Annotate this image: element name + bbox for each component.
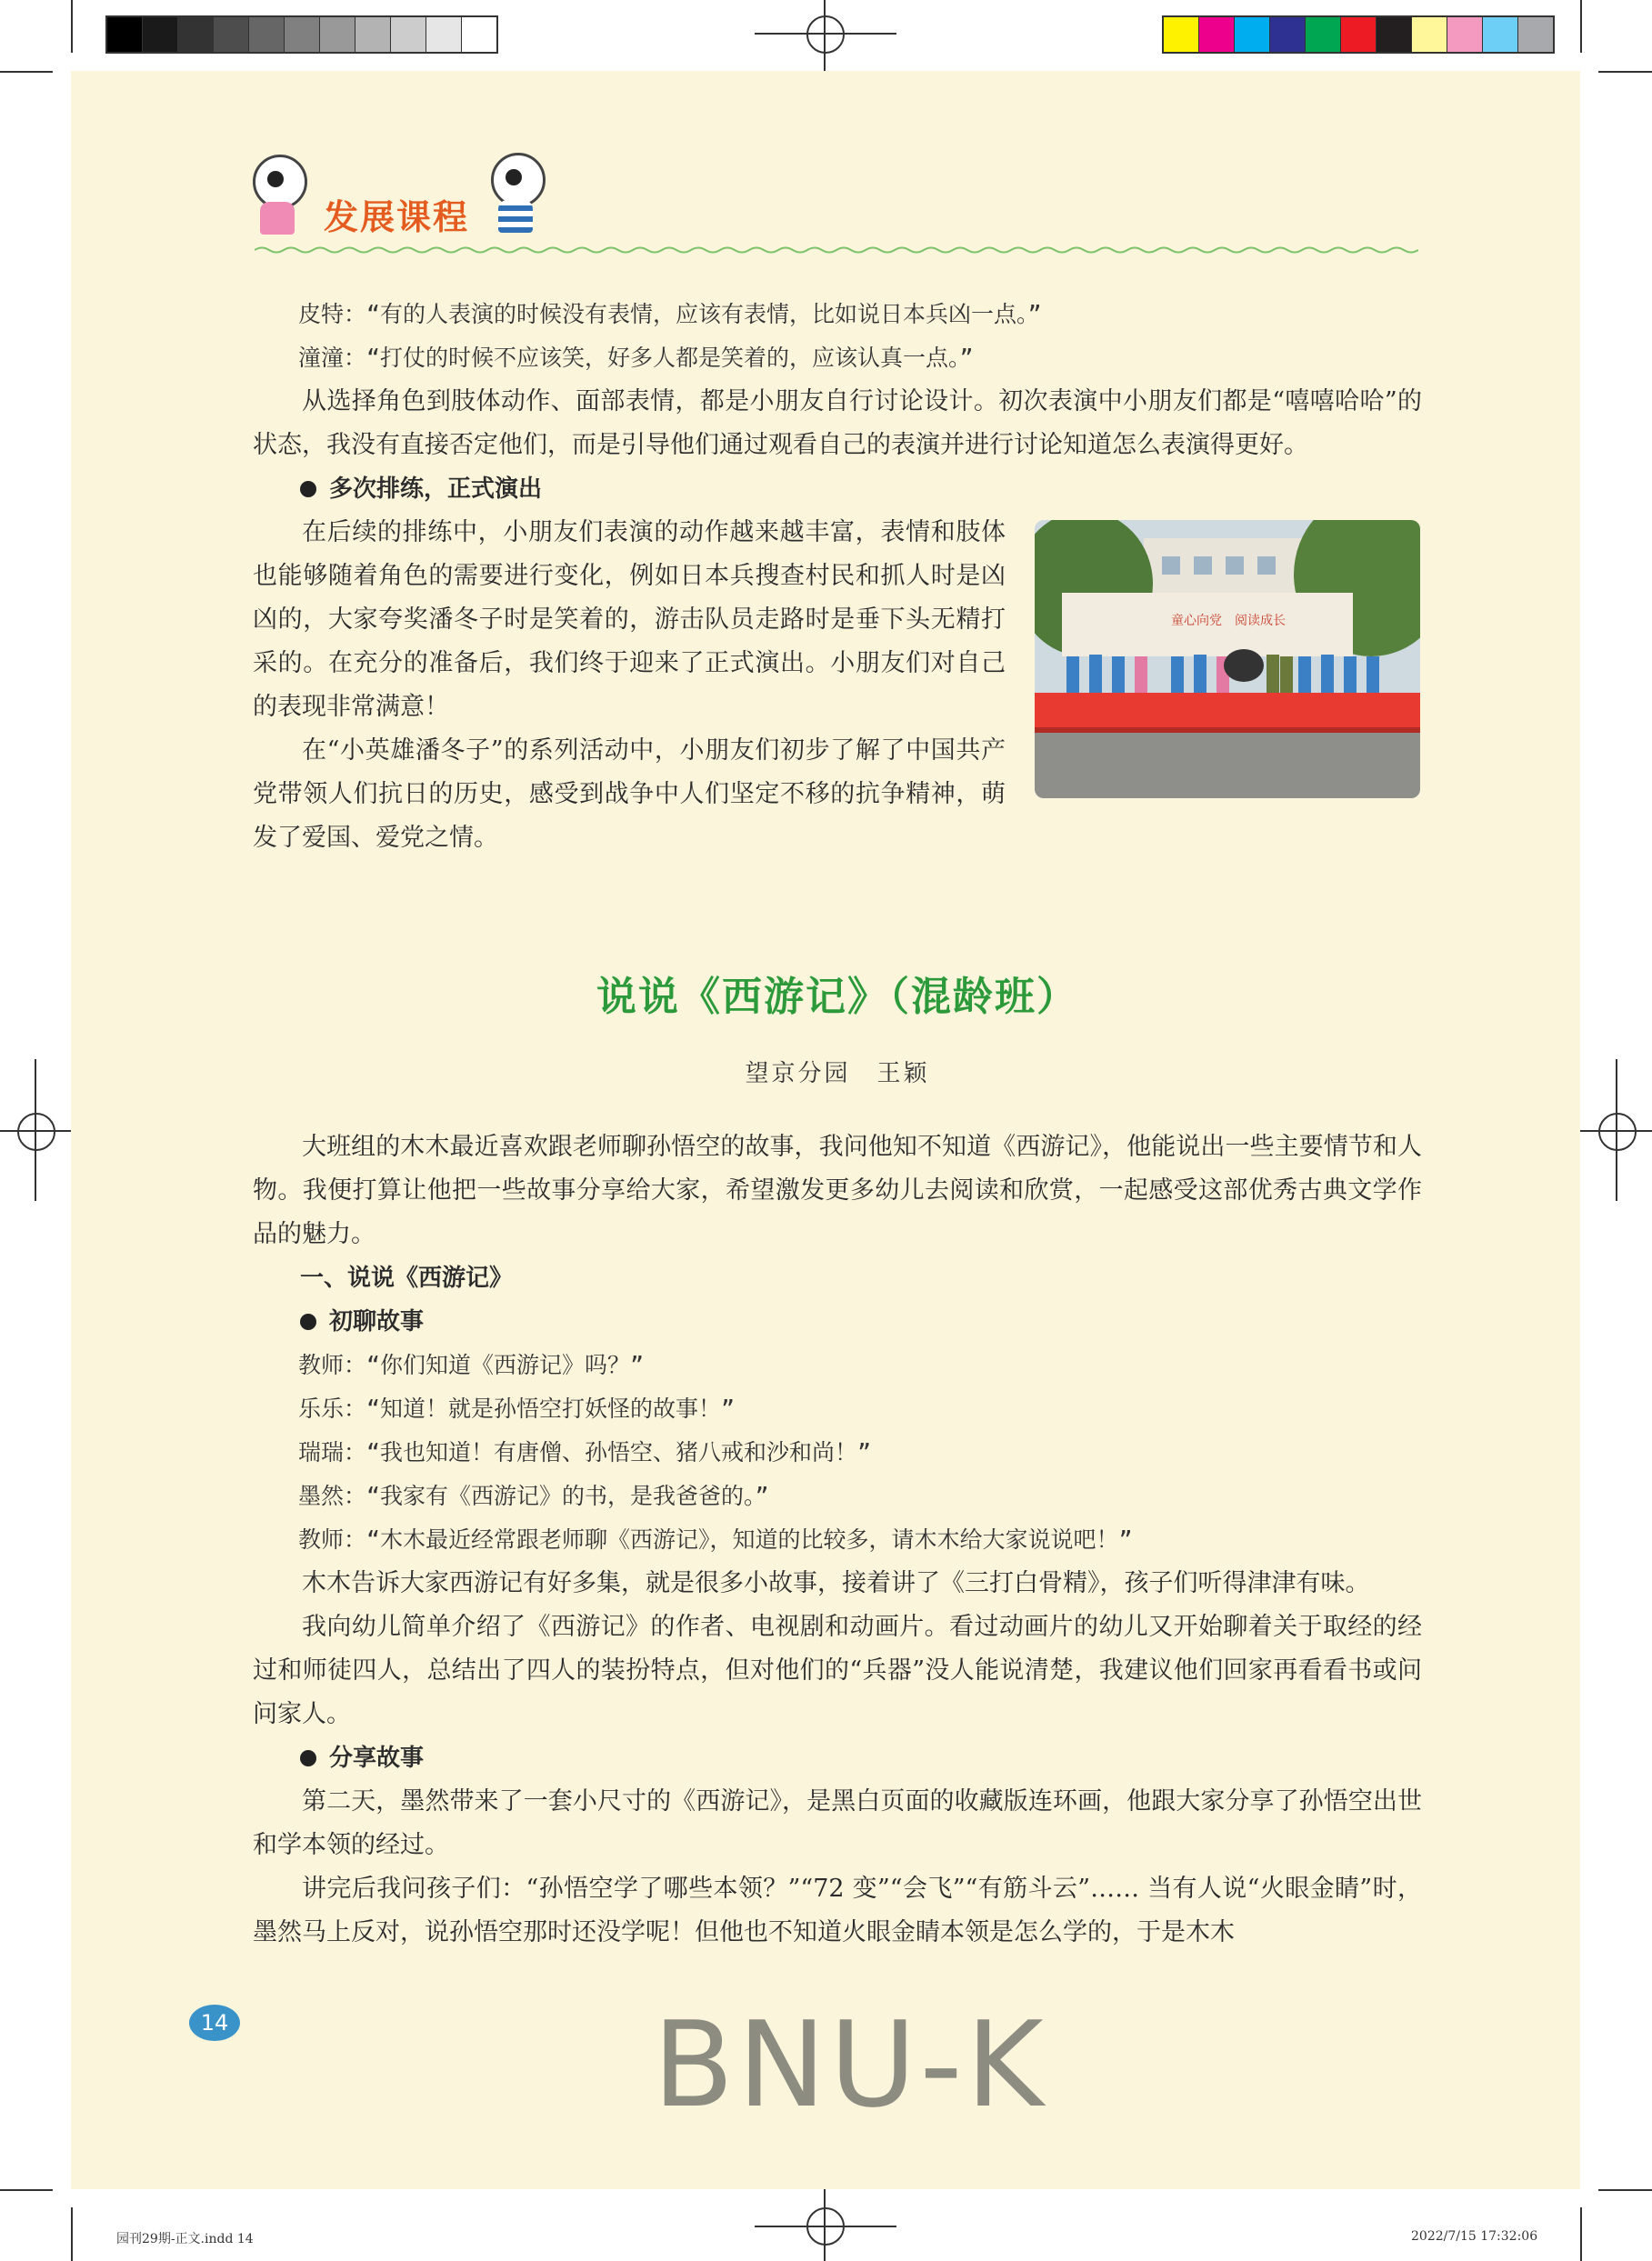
bullet-heading: 初聊故事 <box>253 1300 1422 1344</box>
color-swatch <box>214 17 249 52</box>
crop-mark <box>71 2207 73 2261</box>
crop-mark <box>0 71 53 73</box>
paragraph: 木木告诉大家西游记有好多集，就是很多小故事，接着讲了《三打白骨精》，孩子们听得津津有味。 <box>302 1569 1370 1597</box>
section1-text-wrapped <box>253 511 1006 860</box>
dialogue-line: 潼潼：“打仗的时候不应该笑，好多人都是笑着的，应该认真一点。” <box>298 345 974 371</box>
color-swatch <box>285 17 320 52</box>
article-byline: 望京分园 王颖 <box>745 1060 930 1087</box>
color-swatch <box>143 17 178 52</box>
article-title: 说说《西游记》（混龄班） <box>596 974 1078 1020</box>
registration-mark-bottom <box>806 2207 845 2246</box>
header-title: 发展课程 <box>324 197 470 237</box>
color-swatch <box>355 17 391 52</box>
paragraph: 大班组的木木最近喜欢跟老师聊孙悟空的故事，我问他知不知道《西游记》，他能说出一些主要情节和人物。我便打算让他把一些故事分享给大家，希望激发更多幼儿去阅读和欣赏，一起感受这部优秀古典文学作品的魅力。 <box>253 1133 1422 1248</box>
dialogue-line: 墨然：“我家有《西游记》的书，是我爸爸的。” <box>298 1483 769 1509</box>
crop-mark <box>0 2189 53 2191</box>
print-slug-file: 园刊29期-正文.indd 14 <box>116 2232 254 2246</box>
color-swatch <box>462 17 496 52</box>
section1-text-top <box>253 293 1422 511</box>
color-swatch <box>1270 17 1306 52</box>
crop-mark <box>71 0 73 53</box>
dialogue-line: 瑞瑞：“我也知道！有唐僧、孙悟空、猪八戒和沙和尚！” <box>298 1439 872 1466</box>
registration-mark-right <box>1598 1113 1637 1151</box>
section-heading: 一、说说《西游记》 <box>300 1265 514 1292</box>
registration-mark-top <box>806 15 845 54</box>
dialogue-line: 教师：“木木最近经常跟老师聊《西游记》，知道的比较多，请木木给大家说说吧！” <box>298 1526 1133 1553</box>
bullet-heading: 分享故事 <box>253 1736 1422 1780</box>
mascot-girl-icon <box>245 155 309 236</box>
color-swatch <box>320 17 355 52</box>
color-swatch <box>249 17 285 52</box>
paragraph: 第二天，墨然带来了一套小尺寸的《西游记》，是黑白页面的收藏版连环画，他跟大家分享了孙悟空出世和学本领的经过。 <box>253 1787 1422 1859</box>
color-swatch <box>107 17 143 52</box>
watermark: BNU-K <box>653 1996 1047 2134</box>
performance-photo <box>1035 520 1420 798</box>
mascot-boy-icon <box>484 153 547 235</box>
svg-text:童心向党 阅读成长: 童心向党 阅读成长 <box>1171 614 1286 628</box>
print-slug-date: 2022/7/15 17:32:06 <box>1411 2229 1538 2244</box>
color-swatch <box>391 17 426 52</box>
paragraph: 讲完后我问孩子们：“孙悟空学了哪些本领？”“72 变”“会飞”“有筋斗云”…… 当有人说“火眼金睛”时，墨然马上反对，说孙悟空那时还没学呢！但他也不知道火眼金睛本领是怎么学的，于是木木 <box>253 1875 1422 1946</box>
bullet-dot-icon <box>300 1314 316 1330</box>
color-swatch <box>1235 17 1270 52</box>
paragraph: 在后续的排练中，小朋友们表演的动作越来越丰富，表情和肢体也能够随着角色的需要进行变化，例如日本兵搜查村民和抓人时是凶凶的，大家夸奖潘冬子时是笑着的，游击队员走路时是垂下头无精打采的。在充分的准备后，我们终于迎来了正式演出。小朋友们对自己的表现非常满意！ <box>253 518 1006 721</box>
color-swatch <box>1377 17 1412 52</box>
color-swatch <box>1164 17 1199 52</box>
crop-mark <box>1598 71 1652 73</box>
grayscale-swatches <box>105 15 498 54</box>
crop-mark <box>1580 0 1582 53</box>
wavy-divider <box>255 245 1418 255</box>
performance-photo-image <box>1035 520 1420 798</box>
color-swatch <box>1447 17 1483 52</box>
crop-mark <box>1580 2207 1582 2261</box>
color-swatch <box>1412 17 1447 52</box>
section-header <box>245 155 1418 255</box>
crop-mark <box>1598 2189 1652 2191</box>
color-swatch <box>1306 17 1341 52</box>
color-swatch <box>1483 17 1518 52</box>
registration-mark-left <box>17 1113 55 1151</box>
bullet-dot-icon <box>300 481 316 497</box>
color-swatch <box>426 17 462 52</box>
color-swatch <box>1199 17 1235 52</box>
color-swatch <box>1341 17 1377 52</box>
article-body <box>253 1125 1422 1955</box>
bullet-dot-icon <box>300 1750 316 1766</box>
bullet-heading: 多次排练，正式演出 <box>253 467 1422 511</box>
dialogue-line: 皮特：“有的人表演的时候没有表情，应该有表情，比如说日本兵凶一点。” <box>298 301 1042 327</box>
paragraph: 我向幼儿简单介绍了《西游记》的作者、电视剧和动画片。看过动画片的幼儿又开始聊着关于取经的经过和师徒四人，总结出了四人的装扮特点，但对他们的“兵器”没人能说清楚，我建议他们回家再看看书或问问家人。 <box>253 1613 1422 1728</box>
paragraph: 从选择角色到肢体动作、面部表情，都是小朋友自行讨论设计。初次表演中小朋友们都是“嘻嘻哈哈”的状态，我没有直接否定他们，而是引导他们通过观看自己的表演并进行讨论知道怎么表演得更好。 <box>253 387 1422 459</box>
color-swatch <box>1518 17 1553 52</box>
color-swatch <box>178 17 214 52</box>
color-swatches <box>1162 15 1555 54</box>
dialogue-line: 乐乐：“知道！就是孙悟空打妖怪的故事！” <box>298 1396 736 1422</box>
dialogue-line: 教师：“你们知道《西游记》吗？” <box>298 1352 645 1378</box>
paragraph: 在“小英雄潘冬子”的系列活动中，小朋友们初步了解了中国共产党带领人们抗日的历史，感受到战争中人们坚定不移的抗争精神，萌发了爱国、爱党之情。 <box>253 736 1006 852</box>
page-number-badge: 14 <box>189 2005 240 2041</box>
